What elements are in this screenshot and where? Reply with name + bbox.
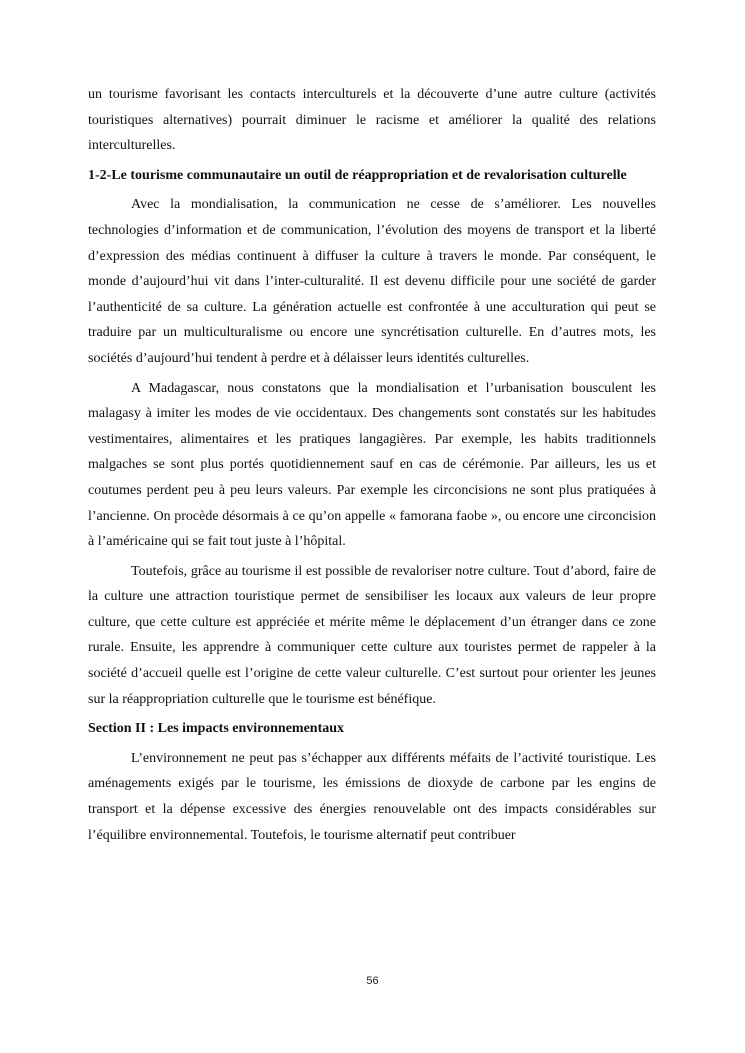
- paragraph-mondialisation: Avec la mondialisation, la communication ne cesse de s’améliorer. Les nouvelles technologies d’information et de communication, l’évolution des moyens de transport et la liberté d’expression des médias continuent à diffuser la culture à travers le monde. Par conséquent, le monde d’aujourd’hui vit dans l’inter-culturalité. Il est devenu difficile pour une société de garder l’authenticité de sa culture. La génération actuelle est confrontée à une acculturation qui peut se traduire par un multiculturalisme ou encore une syncrétisation culturelle. En d’autres mots, les sociétés d’aujourd’hui tendent à perdre et à délaisser leurs identités culturelles.: [88, 197, 656, 366]
- paragraph-revaloriser-culture: Toutefois, grâce au tourisme il est possible de revaloriser notre culture. Tout d’abord, faire de la culture une attraction touristique permet de sensibiliser les locaux aux valeurs de leur propre culture, que cette culture est appréciée et mérite même le déplacement d’un étranger dans ce zone rurale. Ensuite, les apprendre à communiquer cette culture aux touristes permet de rappeler à la société d’accueil quelle est l’origine de cette valeur culturelle. C’est surtout pour orienter les jeunes sur la réappropriation culturelle que le tourisme est bénéfique.: [88, 563, 656, 707]
- page-number: 56: [366, 975, 379, 987]
- paragraph-intro-continuation: un tourisme favorisant les contacts interculturels et la découverte d’une autre culture (activités touristiques alternatives) pourrait diminuer le racisme et améliorer la qualité des relations interculturelles.: [88, 87, 656, 154]
- document-page: [88, 82, 656, 852]
- heading-section-ii: Section II : Les impacts environnementaux: [88, 721, 345, 737]
- paragraph-environnement: L’environnement ne peut pas s’échapper aux différents méfaits de l’activité touristique. Les aménagements exigés par le tourisme, les émissions de dioxyde de carbone par les engins de transport et la dépense excessive des énergies renouvelable ont des impacts considérables sur l’équilibre environnemental. Toutefois, le tourisme alternatif peut contribuer: [88, 750, 656, 843]
- paragraph-madagascar: A Madagascar, nous constatons que la mondialisation et l’urbanisation bousculent les malagasy à imiter les modes de vie occidentaux. Des changements sont constatés sur les habitudes vestimentaires, alimentaires et les pratiques langagières. Par exemple, les habits traditionnels malgaches se sont plus portés quotidiennement sauf en cas de cérémonie. Par ailleurs, les us et coutumes perdent peu à peu leurs valeurs. Par exemple les circoncisions ne sont plus pratiquées à l’ancienne. On procède désormais à ce qu’on appelle « famorana faobe », ou encore une circoncision à l’américaine qui se fait tout juste à l’hôpital.: [88, 380, 656, 550]
- heading-tourisme-communautaire: 1-2-Le tourisme communautaire un outil de réappropriation et de revalorisation culturelle: [88, 167, 627, 183]
